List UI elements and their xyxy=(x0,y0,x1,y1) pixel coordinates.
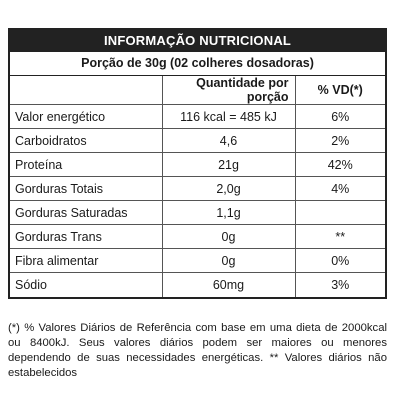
nutrient-name: Sódio xyxy=(10,273,162,297)
table-row xyxy=(10,177,385,201)
nutrient-name: Gorduras Trans xyxy=(10,225,162,249)
nutrient-quantity: 2,0g xyxy=(162,177,295,201)
nutrient-daily-value: ** xyxy=(295,225,385,249)
table-row xyxy=(10,153,385,177)
table-row xyxy=(10,249,385,273)
nutrient-column-header xyxy=(10,76,162,105)
nutrient-quantity: 60mg xyxy=(162,273,295,297)
nutrient-name: Valor energético xyxy=(10,105,162,129)
nutrition-table xyxy=(10,76,385,297)
nutrient-quantity: 0g xyxy=(162,225,295,249)
daily-value-column-header: % VD(*) xyxy=(295,76,385,105)
nutrient-quantity: 1,1g xyxy=(162,201,295,225)
nutrient-daily-value: 6% xyxy=(295,105,385,129)
table-row xyxy=(10,225,385,249)
nutrient-daily-value xyxy=(295,201,385,225)
nutrient-daily-value: 2% xyxy=(295,129,385,153)
table-row xyxy=(10,105,385,129)
nutrient-name: Proteína xyxy=(10,153,162,177)
table-row xyxy=(10,129,385,153)
table-row xyxy=(10,273,385,297)
nutrient-name: Gorduras Saturadas xyxy=(10,201,162,225)
quantity-column-header: Quantidade por porção xyxy=(162,76,295,105)
nutrient-name: Gorduras Totais xyxy=(10,177,162,201)
nutrient-name: Carboidratos xyxy=(10,129,162,153)
nutrient-daily-value: 0% xyxy=(295,249,385,273)
table-header-row xyxy=(10,76,385,105)
nutrient-quantity: 116 kcal = 485 kJ xyxy=(162,105,295,129)
nutrition-facts-label xyxy=(8,28,387,299)
nutrient-name: Fibra alimentar xyxy=(10,249,162,273)
daily-value-footnote: (*) % Valores Diários de Referência com base em uma dieta de 2000kcal ou 8400kJ. Seus valores diários podem ser maiores ou menores dependendo de suas necessidades energéticas. ** Valores diários não estabelecidos xyxy=(8,322,387,380)
table-row xyxy=(10,201,385,225)
nutrient-quantity: 0g xyxy=(162,249,295,273)
nutrient-quantity: 21g xyxy=(162,153,295,177)
nutrient-quantity: 4,6 xyxy=(162,129,295,153)
nutrient-daily-value: 42% xyxy=(295,153,385,177)
nutrient-daily-value: 4% xyxy=(295,177,385,201)
portion-size: Porção de 30g (02 colheres dosadoras) xyxy=(10,52,385,76)
nutrient-daily-value: 3% xyxy=(295,273,385,297)
label-title: INFORMAÇÃO NUTRICIONAL xyxy=(10,30,385,52)
